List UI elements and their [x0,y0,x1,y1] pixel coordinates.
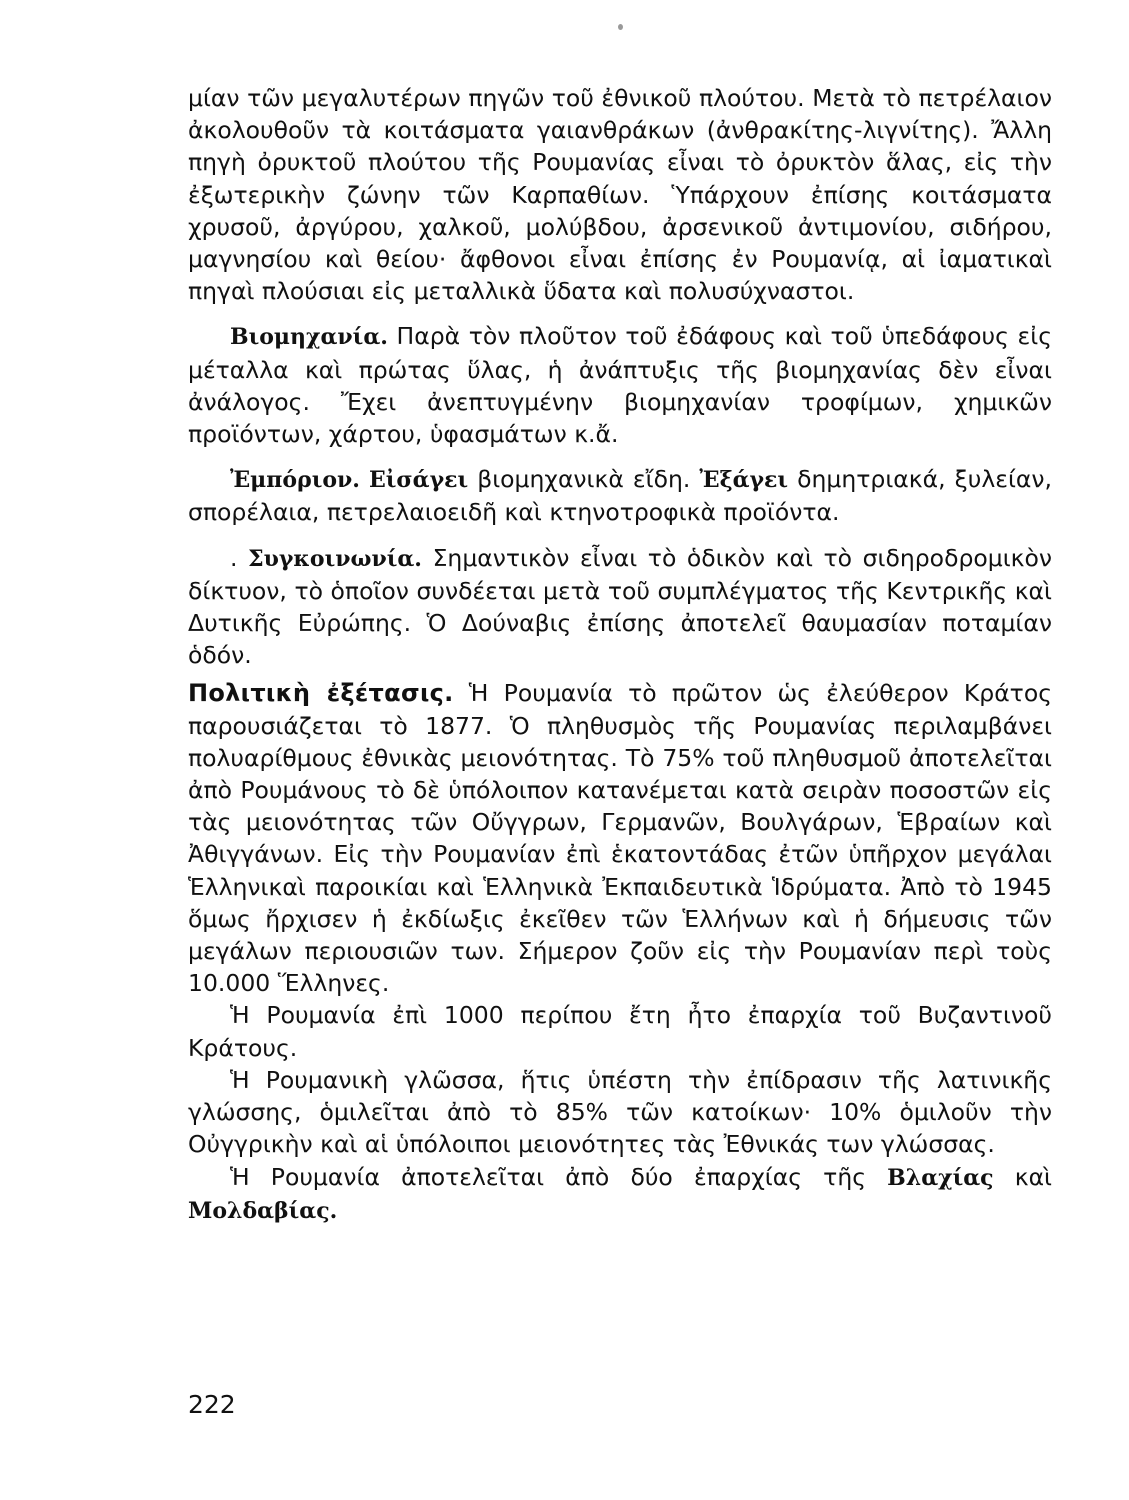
page-number: 222 [188,1390,236,1419]
paragraph-text: καὶ [993,1162,1053,1191]
paragraph-text: Παρὰ τὸν πλοῦτον τοῦ ἐδάφους καὶ τοῦ ὑπεδάφους εἰς μέταλλα καὶ πρώτας ὕλας, ἡ ἀνάπτυξις τῆς βιομηχανίας δὲν εἶναι ἀνάλογος. Ἔχει ἀνεπτυγμένην βιομηχανίαν τροφίμων, χημικῶν προϊόντων, χάρτου, ὑφασμάτων κ.ἄ. [188,322,1052,449]
scan-speck [618,24,623,30]
paragraph-text: Ἡ Ρουμανία ἀποτελεῖται ἀπὸ δύο ἐπαρχίας τῆς [230,1162,888,1191]
paragraph-text: βιομηχανικὰ εἴδη. [468,465,700,494]
section-heading-industry: Βιομηχανία. [230,324,388,351]
term-exports: Ἐξάγει [699,467,789,494]
paragraph-transport [188,542,1052,672]
paragraph-text: δημητριακά, ξυλείαν, σπορέλαια, πετρελαιοειδῆ καὶ κτηνοτροφικὰ προϊόντα. [188,465,1052,527]
term-moldavia: Μολδαβίας. [188,1197,338,1224]
paragraph-mineral-wealth [188,82,1052,307]
term-wallachia: Βλαχίας [887,1164,994,1191]
paragraph-political [188,677,1052,999]
section-heading-political: Πολιτικὴ ἐξέτασις. [188,679,454,708]
paragraph-text [360,465,369,493]
paragraph-text: μίαν τῶν μεγαλυτέρων πηγῶν τοῦ ἐθνικοῦ πλούτου. Μετὰ τὸ πετρέλαιον ἀκολουθοῦν τὰ κοιτάσματα γαιανθράκων (ἀνθρακίτης-λιγνίτης). Ἄλλη πηγὴ ὀρυκτοῦ πλούτου τῆς Ρουμανίας εἶναι τὸ ὀρυκτὸν ἅλας, εἰς τὴν ἐξωτερικὴν ζώνην τῶν Καρπαθίων. Ὑπάρχουν ἐπίσης κοιτάσματα χρυσοῦ, ἀργύρου, χαλκοῦ, μολύβδου, ἀρσενικοῦ ἀντιμονίου, σιδήρου, μαγνησίου καὶ θείου· ἄφθονοι εἶναι ἐπίσης ἐν Ρουμανίᾳ, αἱ ἰαματικαὶ πηγαὶ πλούσιαι εἰς μεταλλικὰ ὕδατα καὶ πολυσύχναστοι. [188,84,1052,306]
paragraph-industry [188,320,1052,450]
leading-mark: . [230,543,249,572]
section-heading-transport: Συγκοινωνία. [248,545,422,572]
section-heading-trade: Ἐμπόριον. [230,467,360,494]
term-imports: Εἰσάγει [369,467,469,494]
paragraph-language [188,1064,1052,1161]
paragraph-text: Ἡ Ρουμανικὴ γλῶσσα, ἥτις ὑπέστη τὴν ἐπίδρασιν τῆς λατινικῆς γλώσσης, ὁμιλεῖται ἀπὸ τὸ 85% τῶν κατοίκων· 10% ὁμιλοῦν τὴν Οὐγγρικὴν καὶ αἱ ὑπόλοιποι μειονότητες τὰς Ἐθνικάς των γλώσσας. [188,1065,1052,1159]
paragraph-provinces [188,1161,1052,1227]
paragraph-text: Ἡ Ρουμανία ἐπὶ 1000 περίπου ἔτη ἦτο ἐπαρχία τοῦ Βυζαντινοῦ Κράτους. [188,1001,1052,1062]
paragraph-byzantine [188,999,1052,1063]
paragraph-trade [188,463,1052,528]
paragraph-text: Ἡ Ρουμανία τὸ πρῶτον ὡς ἐλεύθερον Κράτος παρουσιάζεται τὸ 1877. Ὁ πληθυσμὸς τῆς Ρουμανίας περιλαμβάνει πολυαρίθμους ἐθνικὰς μειονότητας. Τὸ 75% τοῦ πληθυσμοῦ ἀποτελεῖται ἀπὸ Ρουμάνους τὸ δὲ ὑπόλοιπον κατανέμεται κατὰ σειρὰν ποσοστῶν εἰς τὰς μειονότητας τῶν Οὔγγρων, Γερμανῶν, Βουλγάρων, Ἑβραίων καὶ Ἀθιγγάνων. Εἰς τὴν Ρουμανίαν ἐπὶ ἑκατοντάδας ἐτῶν ὑπῆρχον μεγάλαι Ἑλληνικαὶ παροικίαι καὶ Ἑλληνικὰ Ἐκπαιδευτικὰ Ἱδρύματα. Ἀπὸ τὸ 1945 ὅμως ἤρχισεν ἡ ἐκδίωξις ἐκεῖθεν τῶν Ἑλλήνων καὶ ἡ δήμευσις τῶν μεγάλων περιουσιῶν των. Σήμερον ζοῦν εἰς τὴν Ρουμανίαν περὶ τοὺς 10.000 Ἕλληνες. [188,679,1052,998]
page-body [188,82,1052,1227]
paragraph-text: Σημαντικὸν εἶναι τὸ ὁδικὸν καὶ τὸ σιδηροδρομικὸν δίκτυον, τὸ ὁποῖον συνδέεται μετὰ τοῦ συμπλέγματος τῆς Κεντρικῆς καὶ Δυτικῆς Εὐρώπης. Ὁ Δούναβις ἐπίσης ἀποτελεῖ θαυμασίαν ποταμίαν ὁδόν. [188,543,1052,670]
